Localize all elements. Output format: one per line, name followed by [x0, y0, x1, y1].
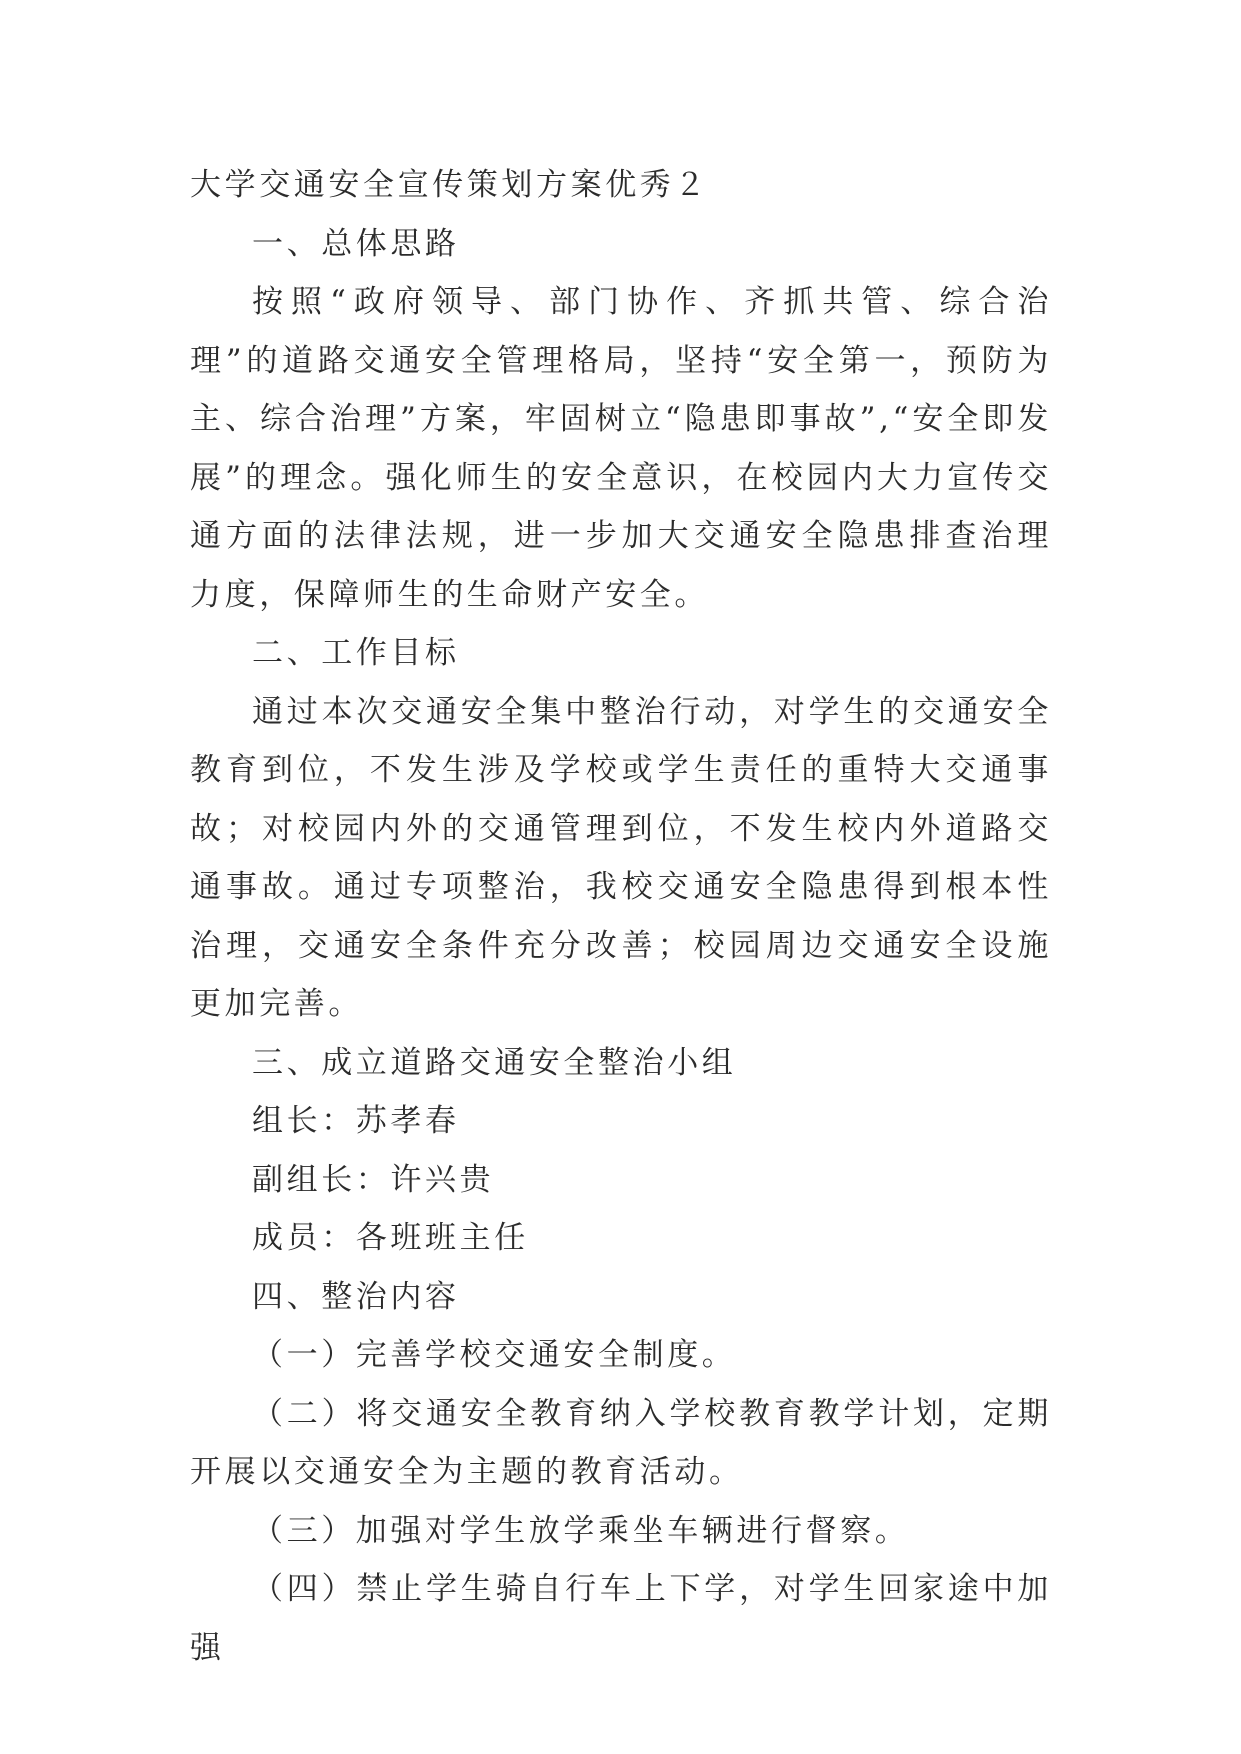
list-item-3: （三）加强对学生放学乘坐车辆进行督察。	[252, 1512, 910, 1549]
paragraph-overall-approach: 按照“政府领导、部门协作、齐抓共管、综合治理”的道路交通安全管理格局，坚持“安全第一，预防为主、综合治理”方案，牢固树立“隐患即事故”,“安全即发展”的理念。强化师生的安全意识，在校园内大力宣传交通方面的法律法规，进一步加大交通安全隐患排查治理力度，保障师生的生命财产安全。	[190, 284, 1052, 613]
section-heading-work-goals: 二、工作目标	[252, 635, 460, 671]
list-item-4: （四）禁止学生骑自行车上下学，对学生回家途中加强	[190, 1571, 1052, 1666]
group-leader-line: 组长：苏孝春	[252, 1103, 460, 1139]
paragraph-work-goals: 通过本次交通安全集中整治行动，对学生的交通安全教育到位，不发生涉及学校或学生责任的重特大交通事故；对校园内外的交通管理到位，不发生校内外道路交通事故。通过专项整治，我校交通安全隐患得到根本性治理，交通安全条件充分改善；校园周边交通安全设施更加完善。	[190, 693, 1052, 1022]
document-title: 大学交通安全宣传策划方案优秀２	[190, 167, 709, 203]
deputy-leader-line: 副组长：许兴贵	[252, 1161, 495, 1198]
document-body	[190, 156, 1052, 1677]
section-heading-rectification-content: 四、整治内容	[252, 1278, 460, 1315]
list-item-2: （二）将交通安全教育纳入学校教育教学计划，定期开展以交通安全为主题的教育活动。	[190, 1395, 1052, 1490]
members-line: 成员：各班班主任	[252, 1220, 529, 1256]
section-heading-overall-approach: 一、总体思路	[252, 225, 460, 262]
section-heading-task-group: 三、成立道路交通安全整治小组	[252, 1044, 737, 1081]
list-item-1: （一）完善学校交通安全制度。	[252, 1337, 737, 1373]
